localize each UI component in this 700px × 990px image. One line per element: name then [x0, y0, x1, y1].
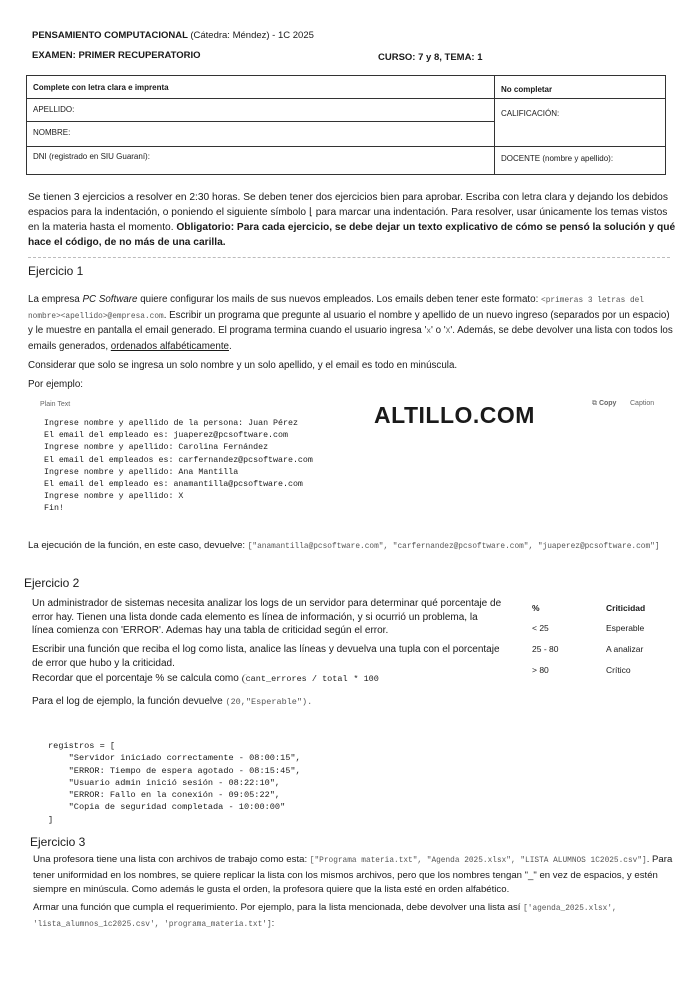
code-line: Ingrese nombre y apellido: Carolina Fernández: [44, 443, 269, 453]
copy-icon: ⧉: [592, 400, 597, 407]
ej3-paragraph-1: Una profesora tiene una lista con archivos de trabajo como esta: ["Programa materia.txt", "Agenda 2025.xlsx", "LISTA ALUMNOS 1C2025.csv"]. Para tener uniformidad en los nombres, se quiere replicar la lista con los mismos archivos, pero que los nombres tengan "_" en vez de espacios, y estén siempre en minúscula. Como además le gusta el orden, la profesora quiere que la lista esté en orden alfabético.: [33, 854, 673, 895]
ej2-example-code: (20,"Esperable").: [225, 697, 313, 707]
instruction-label: Complete con letra clara e imprenta: [33, 83, 169, 92]
code-line: Ingrese nombre y apellido: X: [44, 492, 184, 502]
formula-tail: * 100: [353, 674, 379, 684]
apellido-field[interactable]: APELLIDO:: [33, 105, 75, 114]
code-line: Fin!: [44, 504, 64, 514]
code-line: "ERROR: Tiempo de espera agotado - 08:15:45",: [48, 765, 301, 776]
crit-row-range: > 80: [532, 665, 549, 675]
code-line: "Servidor iniciado correctamente - 08:00:15",: [48, 753, 301, 764]
crit-row-range: 25 - 80: [532, 644, 559, 654]
student-info-box: [26, 75, 666, 175]
docente-field: DOCENTE (nombre y apellido):: [501, 154, 614, 163]
ej2-title: Ejercicio 2: [24, 576, 80, 590]
crit-row-range: < 25: [532, 623, 549, 633]
ej3-paragraph-2: Armar una función que cumpla el requerimiento. Por ejemplo, para la lista mencionada, debe devolver una lista así ['agenda_2025.xlsx', 'lista_alumnos_1c2025.csv', 'programa_materia.txt']:: [33, 902, 617, 929]
code-line: Ingrese nombre y apellido de la persona: Juan Pérez: [44, 419, 298, 428]
caption-button[interactable]: Caption: [630, 400, 655, 407]
dni-field[interactable]: DNI (registrado en SIU Guaraní):: [33, 152, 150, 161]
watermark: ALTILLO.COM: [374, 402, 535, 428]
ej2-paragraph-2: Escribir una función que reciba el log como lista, analice las líneas y devuelva una tupla con el porcentaje de error que hubo y la criticidad.: [32, 644, 500, 669]
crit-head-criticidad: Criticidad: [606, 603, 646, 613]
crit-row-level: Crítico: [606, 665, 631, 675]
ej1-code-block: [44, 418, 313, 516]
ej1-title: Ejercicio 1: [28, 264, 84, 278]
code-line: Ingrese nombre y apellido: Ana Mantilla: [44, 467, 239, 477]
code-line: ]: [48, 814, 54, 825]
code-line: "Usuario admin inició sesión - 08:22:10",: [48, 777, 281, 788]
no-completar-label: No completar: [501, 85, 553, 94]
ej1-consider: Considerar que solo se ingresa un solo nombre y un solo apellido, y el email es todo en minúscula.: [28, 360, 458, 371]
divider: [28, 257, 670, 258]
code-line: El email del empleado es: juaperez@pcsoftware.com: [44, 431, 288, 441]
code-label: Plain Text: [40, 401, 71, 408]
ej1-result: La ejecución de la función, en este caso, devuelve: ["anamantilla@pcsoftware.com", "carfernandez@pcsoftware.com", "juaperez@pcsoftware.com"]: [28, 540, 660, 551]
code-line: El email del empleado es: anamantilla@pcsoftware.com: [44, 480, 303, 490]
crit-row-level: Esperable: [606, 623, 645, 633]
course-title: PENSAMIENTO COMPUTACIONAL (Cátedra: Méndez) - 1C 2025: [32, 30, 314, 41]
ej1-example-label: Por ejemplo:: [28, 379, 83, 390]
company-name: PC Software: [82, 294, 138, 305]
crit-row-level: A analizar: [606, 644, 644, 654]
ej2-paragraph-1: Un administrador de sistemas necesita analizar los logs de un servidor para determinar qué porcentaje de error hay. Tienen una lista donde cada elemento es línea de información, y si ocurrió un problema, la línea comienza con 'ERROR'. Ademas hay una tabla de criticidad según el error.: [32, 598, 502, 636]
copy-button[interactable]: ⧉ Copy: [592, 400, 617, 407]
email-format: <primeras 3 letras del nombre><apellido>@empresa.com: [28, 297, 644, 321]
ej1-paragraph: La empresa PC Software quiere configurar los mails de sus nuevos empleados. Los emails deben tener este formato: <primeras 3 letras del nombre><apellido>@empresa.com. Escribir un programa que pregunte al usuario el nombre y apellido de un nuevo ingreso (separados por un espacio) y le muestre en pantalla el email generado. El programa termina cuando el usuario ingresa 'x' o 'X'. Además, se debe devolver una lista con todos los emails generados, ordenados alfabéticamente.: [28, 294, 673, 352]
intro-paragraph: Se tienen 3 ejercicios a resolver en 2:30 horas. Se deben tener dos ejercicios bien para aprobar. Escriba con letra clara y dejando los debidos espacios para la indentación, o poniendo el siguiente símbolo ⌊ para marcar una indentación. Para resolver, usar únicamente los temas vistos en la materia hasta el momento. Obligatorio: Para cada ejercicio, se debe dejar un texto explicativo de cómo se pensó la solución y qué hace el código, de no más de una carilla.: [28, 192, 676, 248]
ej2-formula-line: Recordar que el porcentaje % se calcula como cant_errores / total * 100: [32, 673, 379, 684]
ej2-code-block: [48, 740, 301, 826]
intro-bold: Obligatorio: Para cada ejercicio, se debe dejar un texto explicativo de cómo se pensó la solución y qué hace el código, de no más de una carilla.: [28, 222, 676, 248]
calificacion-field: CALIFICACIÓN:: [501, 109, 560, 118]
code-line: "ERROR: Fallo en la conexión - 09:05:22",: [48, 790, 281, 801]
ej3-output-list: ['agenda_2025.xlsx', 'lista_alumnos_1c2025.csv', 'programa_materia.txt']: [33, 905, 617, 929]
nombre-field[interactable]: NOMBRE:: [33, 128, 71, 137]
formula: cant_errores / total: [242, 674, 351, 684]
curso-tema: CURSO: 7 y 8, TEMA: 1: [378, 52, 483, 63]
ej3-title: Ejercicio 3: [30, 835, 86, 849]
code-line: registros = [: [48, 741, 116, 751]
course-detail: (Cátedra: Méndez) - 1C 2025: [190, 30, 314, 41]
exam-title: EXAMEN: PRIMER RECUPERATORIO: [32, 50, 201, 61]
ej2-example: Para el log de ejemplo, la función devuelve (20,"Esperable").: [32, 696, 313, 707]
code-line: "Copia de seguridad completada - 10:00:00": [48, 802, 286, 813]
ej3-input-list: ["Programa materia.txt", "Agenda 2025.xlsx", "LISTA ALUMNOS 1C2025.csv"]: [309, 857, 647, 865]
ej1-result-code: ["anamantilla@pcsoftware.com", "carfernandez@pcsoftware.com", "juaperez@pcsoftware.com"]: [247, 543, 660, 551]
sorted-underlined: ordenados alfabéticamente: [110, 340, 229, 352]
code-line: El email del empleados es: carfernandez@pcsoftware.com: [44, 455, 313, 465]
crit-head-percent: %: [532, 603, 540, 613]
